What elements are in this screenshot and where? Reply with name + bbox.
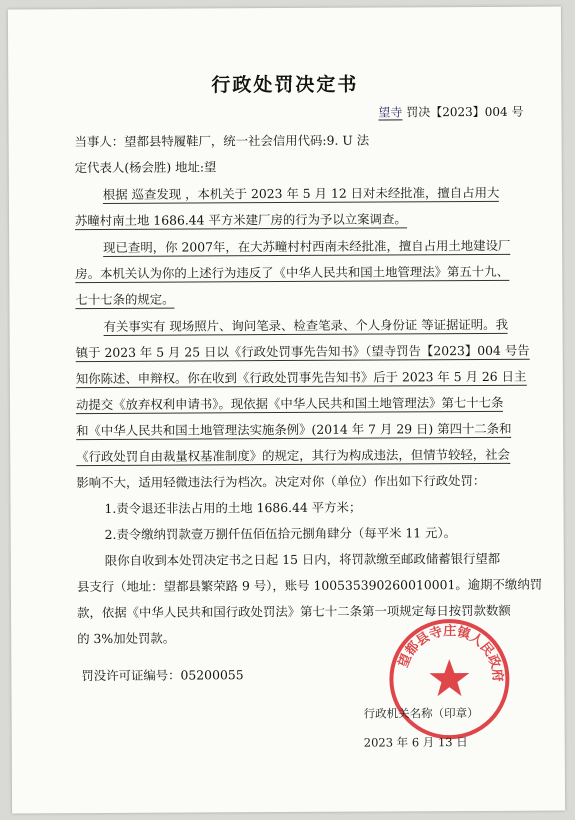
permit-number: 罚没许可证编号：05200055 xyxy=(81,667,244,684)
issue-date: 2023 年 6 月 13 日 xyxy=(363,735,468,750)
body-text: 七十七条的规定。 xyxy=(75,291,175,308)
paragraph-evidence-line-5 xyxy=(76,420,512,439)
party-line-2 xyxy=(75,161,217,174)
paragraph-findings-line-2 xyxy=(75,263,509,282)
body-text: 1.责令退还非法占用的土地 1686.44 平方米； xyxy=(104,499,362,516)
penalty-item-1 xyxy=(104,499,362,516)
body-text: 动提交《放弃权利申请书》。现依据《中华人民共和国土地管理法》第七十七条 xyxy=(75,394,504,413)
body-text: 影响不大，适用轻微违法行为档次。决定对你（单位）作出如下行政处罚： xyxy=(76,472,486,491)
paragraph-evidence-line-3 xyxy=(75,368,527,387)
seal-star-icon xyxy=(429,659,469,696)
body-text: 定代表人(杨会胜) 地址:望 xyxy=(74,159,217,176)
document-title: 行政处罚决定书 xyxy=(211,73,359,97)
body-text: 苏疃村南土地 1686.44 平方米建厂房的行为予以立案调查。 xyxy=(74,211,407,229)
penalty-item-2 xyxy=(105,527,456,541)
document-number xyxy=(378,103,523,121)
body-text: 《行政处罚自由裁量权基准制度》的规定，其行为构成违法，但情节较轻，社会 xyxy=(76,446,510,465)
paragraph-payment-line-4 xyxy=(77,630,176,647)
body-text: 县支行（地址：望都县繁荣路 9 号），账号 100535390260010001。逾期不缴纳罚 xyxy=(76,576,543,595)
paragraph-evidence-line-2 xyxy=(75,342,530,361)
paragraph-evidence-line-4 xyxy=(75,394,504,413)
body-text: 2.责令缴纳罚款壹万捌仟伍佰伍拾元捌角肆分（每平米 11 元）。 xyxy=(104,525,457,542)
body-text: 现已查明，你 2007年，在大苏疃村村西南未经批准，擅自占用土地建设厂 xyxy=(103,237,511,255)
body-text: 房。本机关认为你的上述行为违反了《中华人民共和国土地管理法》第五十九、 xyxy=(75,263,509,282)
paragraph-payment-line-2 xyxy=(76,576,543,595)
paragraph-findings-line-1 xyxy=(103,237,511,255)
body-text: 款，依据《中华人民共和国行政处罚法》第七十二条第一项规定每日按罚款数额 xyxy=(77,602,511,621)
document-page xyxy=(8,7,565,814)
paragraph-evidence-line-6 xyxy=(76,446,510,465)
document-number-org: 望寺 xyxy=(378,105,403,120)
paragraph-evidence-line-7 xyxy=(76,472,486,491)
body-text: 知你陈述、申辩权。你在收到《行政处罚事先告知书》后于 2023 年 5 月 26 日主 xyxy=(75,368,527,387)
official-seal-icon xyxy=(385,615,514,744)
signature-label: 行政机关名称（印章） xyxy=(363,705,479,721)
paragraph-payment-line-1 xyxy=(104,550,501,568)
paragraph-basis-line-2 xyxy=(75,213,407,227)
party-line-1 xyxy=(74,132,370,150)
body-text: 和《中华人民共和国土地管理法实施条例》(2014 年 7 月 29 日) 第四十二条和 xyxy=(76,420,512,439)
document-number-rest: 罚决【2023】004 号 xyxy=(406,104,524,120)
paragraph-basis-line-1 xyxy=(102,184,500,202)
body-text: 镇于 2023 年 5 月 25 日以《行政处罚事先告知书》（望寺罚告【2023】004 号告 xyxy=(75,342,530,361)
body-text: 的 3%加处罚款。 xyxy=(77,630,176,647)
seal-text: 望都县寺庄镇人民政府 xyxy=(396,624,505,683)
body-text: 根据 巡查发现 ，本机关于 2023 年 5 月 12 日对未经批准，擅自占用大 xyxy=(102,184,500,202)
body-text: 有关事实有 现场照片、询问笔录、检查笔录、个人身份证 等证据证明。我 xyxy=(103,316,508,334)
body-text: 当事人：望都县特履鞋厂，统一社会信用代码:9. U 法 xyxy=(74,132,370,150)
body-text: 限你自收到本处罚决定书之日起 15 日内，将罚款缴至邮政储蓄银行望都 xyxy=(104,550,501,568)
paragraph-findings-line-3 xyxy=(75,291,175,308)
paragraph-evidence-line-1 xyxy=(103,316,508,334)
